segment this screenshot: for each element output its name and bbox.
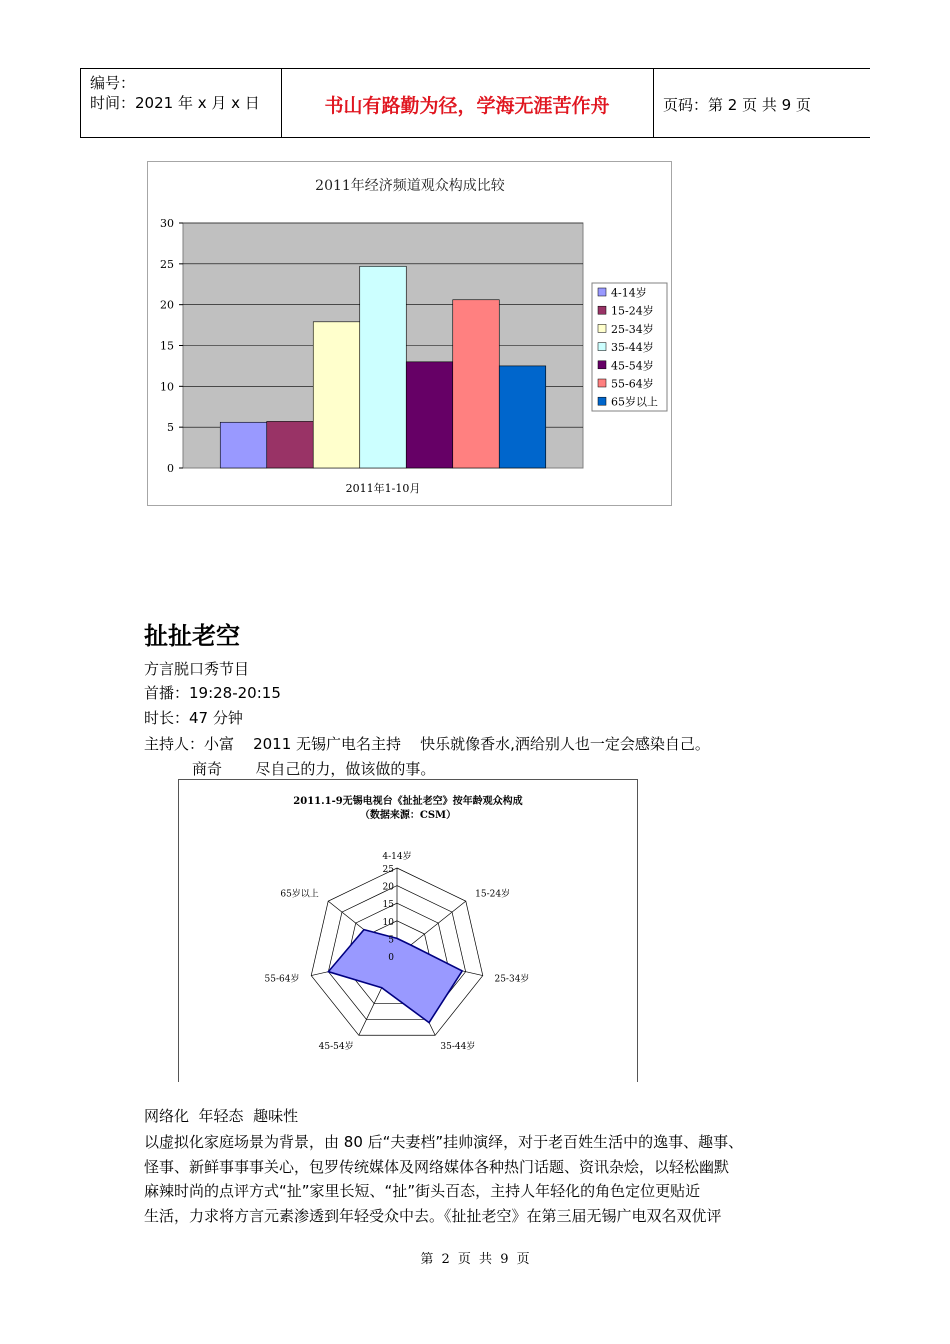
radar-tick-label: 20	[382, 882, 394, 893]
description-line: 麻辣时尚的点评方式“扯”家里长短、“扯”街头百态，主持人年轻化的角色定位更贴近	[144, 1182, 701, 1200]
page-header	[80, 68, 870, 138]
program-host-1: 主持人：小富 2011 无锡广电名主持 快乐就像香水,洒给别人也一定会感染自己。	[144, 735, 710, 753]
y-tick-label: 5	[167, 421, 174, 435]
legend-swatch	[598, 288, 606, 296]
legend-label: 35-44岁	[611, 341, 654, 355]
bar	[406, 362, 453, 468]
radar-category-label: 4-14岁	[382, 852, 412, 862]
radar-tick-label: 10	[382, 917, 394, 928]
program-title: 扯扯老空	[144, 622, 240, 650]
program-duration: 时长：47 分钟	[144, 709, 243, 727]
legend-swatch	[598, 343, 606, 351]
x-category-label: 2011年1-10月	[345, 482, 421, 495]
bar-chart-title: 2011年经济频道观众构成比较	[315, 178, 505, 194]
bar	[499, 366, 546, 468]
radar-category-label: 35-44岁	[440, 1042, 476, 1053]
page-footer: 第 2 页 共 9 页	[420, 1252, 530, 1267]
radar-series-area	[328, 930, 462, 1023]
program-type: 方言脱口秀节目	[144, 660, 250, 678]
legend-swatch	[598, 361, 606, 369]
radar-tick-label: 0	[388, 953, 394, 963]
legend-label: 45-54岁	[611, 359, 654, 373]
y-tick-label: 20	[160, 298, 174, 312]
y-tick-label: 0	[167, 462, 174, 475]
legend-swatch	[598, 306, 606, 314]
bar-chart-box	[147, 161, 672, 506]
bar	[360, 266, 407, 468]
legend-label: 55-64岁	[611, 377, 654, 391]
header-number-label: 编号：	[90, 74, 136, 92]
program-description	[144, 1130, 824, 1228]
radar-category-label: 15-24岁	[475, 889, 511, 900]
bar	[220, 422, 267, 468]
radar-chart-subtitle: （数据来源：CSM）	[359, 810, 457, 821]
legend-label: 65岁以上	[611, 395, 658, 409]
bar	[313, 322, 360, 468]
header-border-left	[80, 69, 81, 137]
bar	[267, 421, 314, 468]
description-line: 生活，力求将方言元素渗透到年轻受众中去。《扯扯老空》在第三届无锡广电双名双优评	[144, 1206, 722, 1225]
y-tick-label: 30	[160, 217, 174, 230]
radar-chart-title: 2011.1-9无锡电视台《扯扯老空》按年龄观众构成	[293, 796, 523, 807]
radar-tick-label: 5	[388, 935, 394, 946]
header-time-label: 时间：2021 年 x 月 x 日	[90, 94, 260, 112]
radar-chart-box	[178, 779, 638, 1082]
radar-category-label: 45-54岁	[318, 1042, 354, 1053]
radar-category-label: 65岁以上	[280, 889, 319, 900]
radar-category-label: 55-64岁	[264, 974, 300, 985]
legend-swatch	[598, 379, 606, 387]
bar	[453, 300, 500, 468]
description-line: 以虚拟化家庭场景为背景，由 80 后“夫妻档”挂帅演绎，对于老百姓生活中的逸事、趣事、	[144, 1133, 744, 1151]
legend-swatch	[598, 324, 606, 332]
header-page-info: 页码：第 2 页 共 9 页	[663, 96, 811, 114]
legend-swatch	[598, 397, 606, 405]
legend-label: 4-14岁	[611, 286, 647, 300]
radar-tick-label: 15	[382, 900, 394, 911]
header-divider-2	[653, 69, 654, 137]
y-tick-label: 25	[160, 257, 174, 271]
radar-chart	[179, 780, 637, 1082]
legend-label: 25-34岁	[611, 322, 654, 336]
header-info	[90, 73, 260, 113]
program-tags: 网络化 年轻态 趣味性	[144, 1107, 299, 1125]
description-line: 怪事、新鲜事事事关心，包罗传统媒体及网络媒体各种热门话题、资讯杂烩，以轻松幽默	[144, 1157, 730, 1176]
y-tick-label: 10	[160, 380, 174, 394]
radar-tick-label: 25	[382, 865, 394, 875]
legend-label: 15-24岁	[611, 304, 654, 318]
bar-chart	[148, 162, 671, 505]
radar-category-label: 25-34岁	[494, 974, 530, 985]
y-tick-label: 15	[160, 339, 174, 353]
program-host-2: 商奇 尽自己的力，做该做的事。	[192, 760, 436, 778]
header-motto: 书山有路勤为径，学海无涯苦作舟	[324, 95, 610, 117]
program-premiere: 首播：19:28-20:15	[144, 684, 281, 702]
